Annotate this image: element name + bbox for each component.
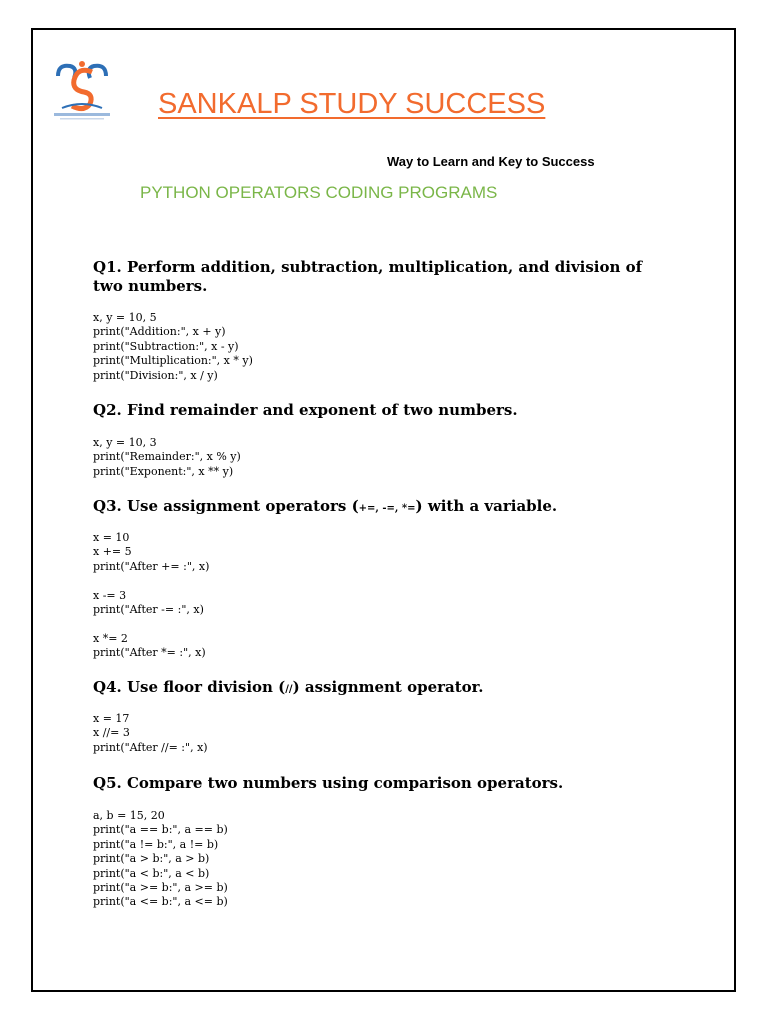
code-block-5: a, b = 15, 20 print("a == b:", a == b) print("a != b:", a != b) print("a > b:", a > b) print("a < b:", a < b) print("a >= b:", a >= b) print("a <= b:", a <= b) — [93, 809, 228, 909]
brand-name: SANKALP STUDY SUCCESS — [158, 88, 546, 120]
question-3 — [93, 497, 673, 518]
question-4-operators: // — [285, 684, 293, 695]
sankalp-logo — [48, 58, 116, 124]
code-block-1: x, y = 10, 5 print("Addition:", x + y) print("Subtraction:", x - y) print("Multiplication:", x * y) print("Division:", x / y) — [93, 311, 253, 382]
question-4-text-before: Q4. Use floor division ( — [93, 678, 286, 696]
question-3-text-before: Q3. Use assignment operators ( — [93, 497, 359, 515]
question-4 — [93, 678, 673, 699]
code-block-3: x = 10 x += 5 print("After += :", x) x -= 3 print("After -= :", x) x *= 2 print("After *= :", x) — [93, 531, 210, 660]
question-4-text-after: ) assignment operator. — [292, 678, 484, 696]
code-block-2: x, y = 10, 3 print("Remainder:", x % y) print("Exponent:", x ** y) — [93, 436, 241, 478]
question-3-operators: +=, -=, *= — [358, 503, 416, 514]
question-3-text-after: ) with a variable. — [415, 497, 558, 515]
tagline: Way to Learn and Key to Success — [387, 154, 595, 169]
code-block-4: x = 17 x //= 3 print("After //= :", x) — [93, 712, 208, 754]
document-title: PYTHON OPERATORS CODING PROGRAMS — [140, 183, 498, 202]
question-1: Q1. Perform addition, subtraction, multiplication, and division of two numbers. — [93, 258, 643, 295]
question-5: Q5. Compare two numbers using comparison operators. — [93, 774, 564, 792]
question-2: Q2. Find remainder and exponent of two numbers. — [93, 401, 518, 419]
